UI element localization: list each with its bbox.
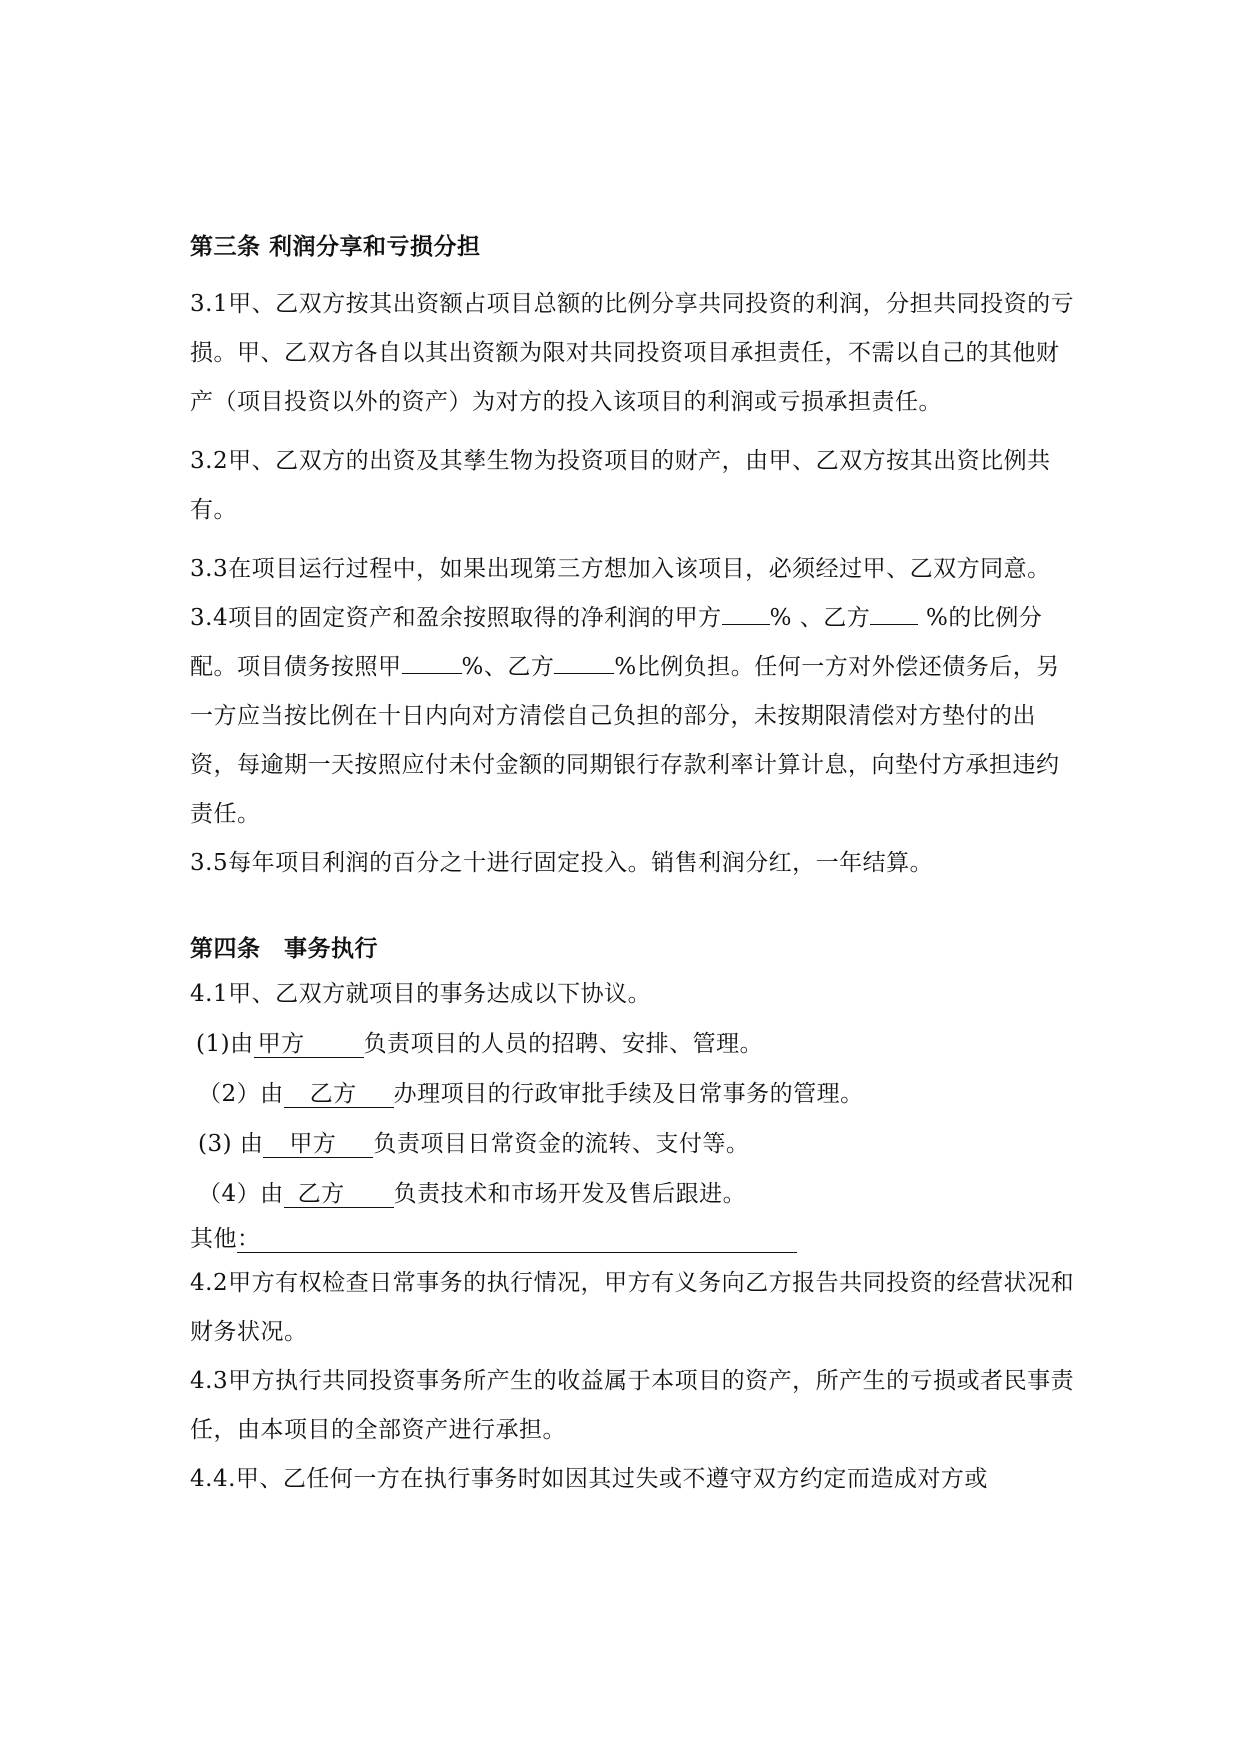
duty-item-party: 乙方 xyxy=(309,1081,357,1107)
clause-3-4-part4: %、乙方 xyxy=(461,654,555,680)
duty-item-party: 甲方 xyxy=(257,1031,305,1057)
duty-item-1 xyxy=(190,1019,1080,1069)
clause-3-2: 3.2甲、乙双方的出资及其孳生物为投资项目的财产，由甲、乙双方按其出资比例共有。 xyxy=(190,448,1051,523)
other-input-line[interactable] xyxy=(237,1226,797,1253)
blank-party-b-profit-percent[interactable] xyxy=(870,600,918,625)
clause-4-2: 4.2甲方有权检查日常事务的执行情况，甲方有义务向乙方报告共同投资的经营状况和财务状况。 xyxy=(190,1270,1075,1345)
blank-party-a-profit-percent[interactable] xyxy=(722,600,770,625)
blank-party-a-debt-percent[interactable] xyxy=(402,649,462,674)
duty-item-4 xyxy=(190,1169,1080,1219)
duty-item-2 xyxy=(190,1069,1080,1119)
duty-item-3 xyxy=(190,1119,1080,1169)
duty-item-text: 办理项目的行政审批手续及日常事务的管理。 xyxy=(393,1081,864,1107)
duty-item-prefix: （2）由 xyxy=(198,1081,284,1107)
duty-item-party-field[interactable] xyxy=(284,1081,394,1108)
clause-3-1: 3.1甲、乙双方按其出资额占项目总额的比例分享共同投资的利润，分担共同投资的亏损。甲、乙双方各自以其出资额为限对共同投资项目承担责任，不需以自己的其他财产（项目投资以外的资产）为对方的投入该项目的利润或亏损承担责任。 xyxy=(190,291,1075,415)
duty-item-text: 负责项目日常资金的流转、支付等。 xyxy=(373,1131,750,1157)
clause-3-4 xyxy=(190,594,1080,839)
duty-item-party: 乙方 xyxy=(297,1181,345,1207)
clause-3-3: 3.3在项目运行过程中，如果出现第三方想加入该项目，必须经过甲、乙双方同意。 xyxy=(190,556,1051,582)
duty-item-party-field[interactable] xyxy=(284,1181,394,1208)
duty-item-party: 甲方 xyxy=(289,1131,337,1157)
clause-4-1: 4.1甲、乙双方就项目的事务达成以下协议。 xyxy=(190,981,652,1007)
clause-3-4-part3: %的比例分配。项目债务按照甲 xyxy=(190,605,1043,680)
document-page xyxy=(190,230,1080,1504)
duty-item-text: 负责项目的人员的招聘、安排、管理。 xyxy=(363,1031,764,1057)
duty-item-party-field[interactable] xyxy=(254,1031,364,1058)
blank-party-b-debt-percent[interactable] xyxy=(554,649,614,674)
clause-4-4: 4.4.甲、乙任何一方在执行事务时如因其过失或不遵守双方约定而造成对方或 xyxy=(190,1466,988,1492)
clause-3-5: 3.5每年项目利润的百分之十进行固定投入。销售利润分红，一年结算。 xyxy=(190,850,934,876)
duty-item-prefix: (3) 由 xyxy=(198,1131,264,1157)
clause-4-3: 4.3甲方执行共同投资事务所产生的收益属于本项目的资产，所产生的亏损或者民事责任，由本项目的全部资产进行承担。 xyxy=(190,1368,1075,1443)
clause-3-4-part2: % 、乙方 xyxy=(769,605,871,631)
duty-item-party-field[interactable] xyxy=(263,1131,373,1158)
other-colon: ： xyxy=(237,1226,261,1252)
other-label: 其他 xyxy=(190,1226,237,1252)
other-line-row xyxy=(190,1219,1080,1259)
article-3-title: 第三条 利润分享和亏损分担 xyxy=(190,234,481,260)
duty-item-text: 负责技术和市场开发及售后跟进。 xyxy=(393,1181,747,1207)
article-4-title: 第四条 事务执行 xyxy=(190,936,378,962)
clause-3-4-part5: %比例负担。任何一方对外偿还债务后，另一方应当按比例在十日内向对方清偿自己负担的部分，未按期限清偿对方垫付的出资，每逾期一天按照应付未付金额的同期银行存款利率计算计息，向垫付方承担违约责任。 xyxy=(190,654,1060,827)
duty-item-prefix: (1)由 xyxy=(196,1031,254,1057)
clause-3-4-part1: 3.4项目的固定资产和盈余按照取得的净利润的甲方 xyxy=(190,605,722,631)
duty-item-prefix: （4）由 xyxy=(198,1181,284,1207)
